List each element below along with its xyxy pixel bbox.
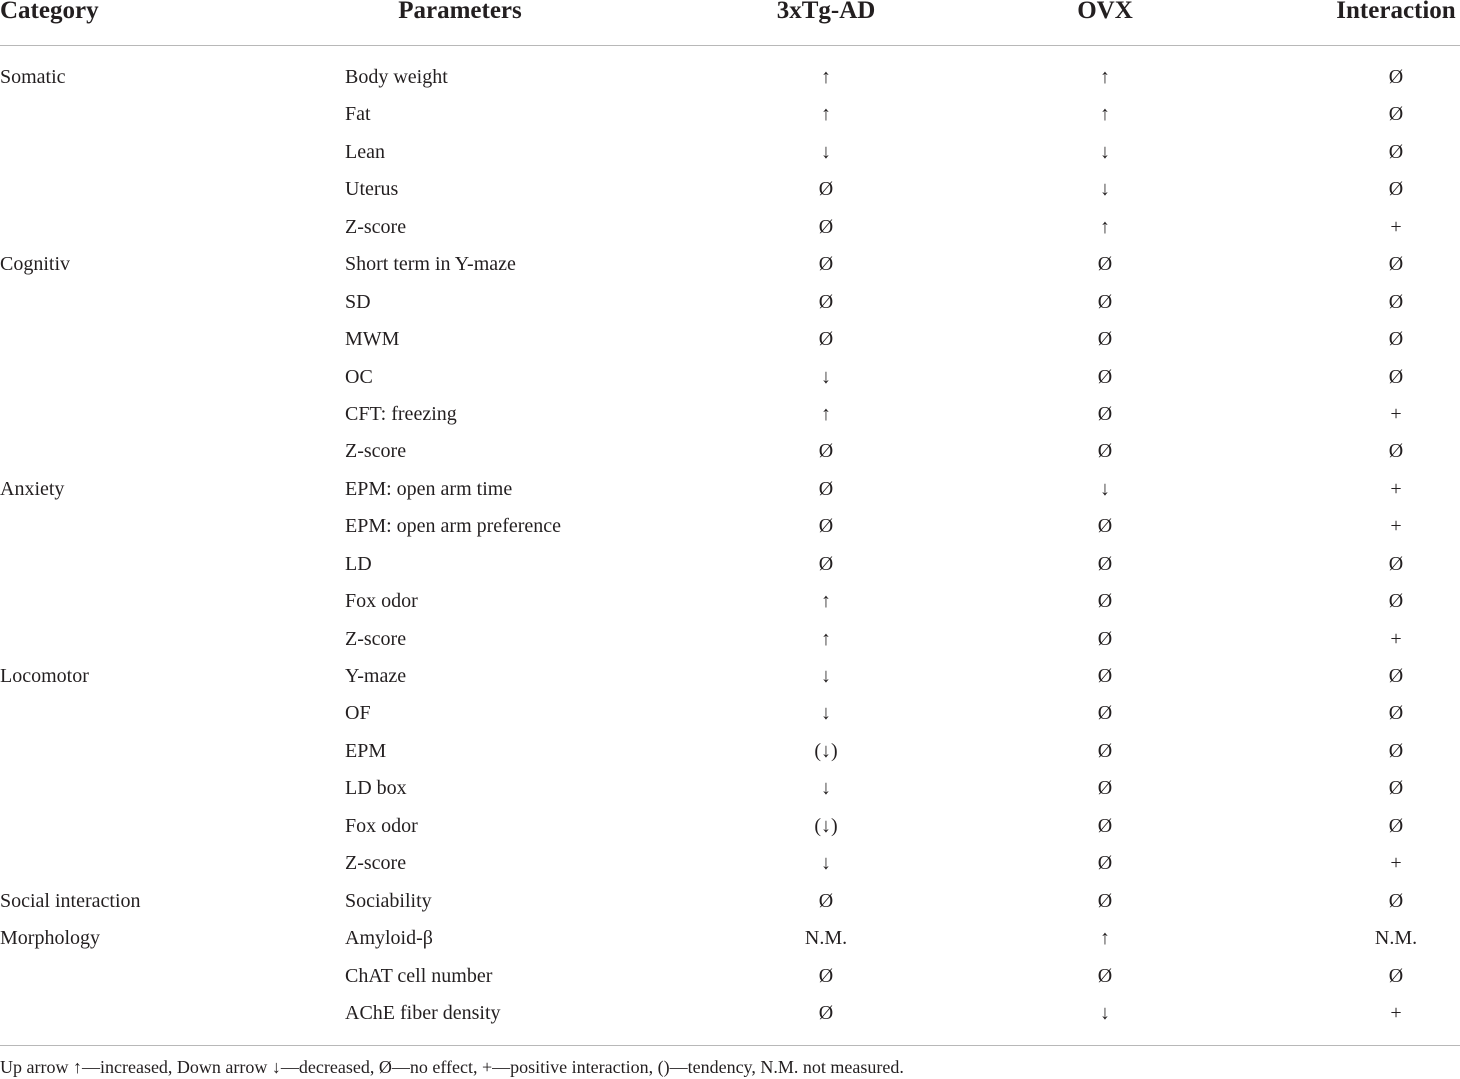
row-3xtg-ad-value: ↑ [821,590,831,613]
row-parameter: SD [345,290,371,313]
table-footnote: Up arrow ↑—increased, Down arrow ↓—decreased, Ø—no effect, +—positive interaction, ()—tendency, N.M. not measured. [0,1057,904,1077]
row-ovx-value: Ø [1097,440,1113,463]
row-interaction-value: Ø [1388,702,1404,725]
row-ovx-value: ↑ [1100,103,1110,126]
row-ovx-value: ↓ [1100,140,1110,163]
row-interaction-value: + [1390,1001,1402,1024]
table-row [0,284,1460,321]
row-3xtg-ad-value: ↓ [821,777,831,800]
row-3xtg-ad-value: Ø [818,964,834,987]
row-parameter: Sociability [345,889,432,912]
table-row [0,396,1460,433]
row-3xtg-ad-value: Ø [818,253,834,276]
row-ovx-value: Ø [1097,515,1113,538]
row-interaction-value: Ø [1388,739,1404,762]
table-row [0,246,1460,283]
row-3xtg-ad-value: ↓ [821,702,831,725]
table-row [0,883,1460,920]
row-parameter: Short term in Y-maze [345,253,516,276]
row-3xtg-ad-value: ↓ [821,140,831,163]
row-interaction-value: + [1390,402,1402,425]
row-category: Cognitiv [0,253,71,276]
row-ovx-value: Ø [1097,739,1113,762]
row-ovx-value: ↓ [1100,178,1110,201]
row-parameter: Amyloid-β [345,927,433,950]
row-3xtg-ad-value: Ø [818,215,834,238]
row-interaction-value: Ø [1388,140,1404,163]
row-interaction-value: + [1390,477,1402,500]
row-ovx-value: ↓ [1100,477,1110,500]
row-ovx-value: Ø [1097,328,1113,351]
table-row [0,995,1460,1032]
row-parameter: EPM: open arm time [345,477,513,500]
table-header [0,0,1460,46]
table-row [0,845,1460,882]
row-ovx-value: ↑ [1100,66,1110,88]
row-parameter: ChAT cell number [345,964,493,987]
row-3xtg-ad-value: Ø [818,889,834,912]
table-row [0,920,1460,957]
row-ovx-value: Ø [1097,964,1113,987]
row-parameter: OF [345,702,371,725]
row-category: Social interaction [0,889,141,912]
row-parameter: MWM [345,328,400,351]
row-interaction-value: Ø [1388,964,1404,987]
row-3xtg-ad-value: Ø [818,477,834,500]
row-parameter: OC [345,365,373,388]
row-ovx-value: Ø [1097,777,1113,800]
table-row [0,508,1460,545]
row-parameter: AChE fiber density [345,1001,501,1024]
table-row [0,171,1460,208]
row-category: Somatic [0,66,66,88]
row-parameter: Uterus [345,178,399,201]
row-interaction-value: Ø [1388,66,1404,88]
row-ovx-value: Ø [1097,665,1113,687]
row-category: Morphology [0,927,100,950]
row-3xtg-ad-value: Ø [818,178,834,201]
row-interaction-value: Ø [1388,253,1404,276]
row-interaction-value: Ø [1388,440,1404,463]
row-interaction-value: Ø [1388,365,1404,388]
row-ovx-value: Ø [1097,290,1113,313]
row-ovx-value: ↑ [1100,927,1110,950]
row-parameter: Y-maze [345,665,407,687]
row-ovx-value: ↑ [1100,215,1110,238]
row-ovx-value: Ø [1097,627,1113,650]
row-interaction-value: N.M. [1374,927,1418,950]
row-ovx-value: Ø [1097,889,1113,912]
table-body [0,59,1460,1032]
row-3xtg-ad-value: Ø [818,290,834,313]
row-category: Locomotor [0,665,89,687]
row-interaction-value: Ø [1388,889,1404,912]
row-3xtg-ad-value: ↓ [821,665,831,687]
table-row [0,583,1460,620]
table-row [0,770,1460,807]
row-ovx-value: Ø [1097,402,1113,425]
row-3xtg-ad-value: ↓ [821,852,831,875]
row-3xtg-ad-value: N.M. [804,927,848,950]
header-ovx: OVX [1077,0,1133,24]
table-row [0,96,1460,133]
row-interaction-value: + [1390,215,1402,238]
header-parameters: Parameters [398,0,522,24]
row-parameter: Lean [345,140,385,163]
table-row [0,59,1460,96]
table-row [0,321,1460,358]
table-row [0,359,1460,396]
row-3xtg-ad-value: Ø [818,440,834,463]
row-parameter: Z-score [345,215,407,238]
row-3xtg-ad-value: (↓) [814,814,838,837]
row-ovx-value: Ø [1097,814,1113,837]
table-row [0,433,1460,470]
row-3xtg-ad-value: ↑ [821,66,831,88]
row-interaction-value: Ø [1388,178,1404,201]
row-3xtg-ad-value: Ø [818,552,834,575]
row-parameter: LD [345,552,372,575]
table-row [0,621,1460,658]
row-parameter: LD box [345,777,407,800]
header-divider [0,45,1460,46]
row-parameter: Fat [345,103,371,126]
row-parameter: Body weight [345,66,448,88]
row-3xtg-ad-value: Ø [818,328,834,351]
row-parameter: Fox odor [345,814,418,837]
row-parameter: CFT: freezing [345,402,457,425]
table-row [0,134,1460,171]
header-interaction: Interaction [1336,0,1456,24]
row-ovx-value: Ø [1097,253,1113,276]
row-3xtg-ad-value: ↑ [821,402,831,425]
row-interaction-value: + [1390,627,1402,650]
row-interaction-value: Ø [1388,290,1404,313]
row-parameter: Fox odor [345,590,418,613]
row-ovx-value: Ø [1097,702,1113,725]
row-ovx-value: ↓ [1100,1001,1110,1024]
row-ovx-value: Ø [1097,552,1113,575]
row-interaction-value: Ø [1388,814,1404,837]
table-row [0,958,1460,995]
row-3xtg-ad-value: ↑ [821,627,831,650]
table-row [0,695,1460,732]
row-interaction-value: Ø [1388,665,1404,687]
header-3xtg-ad: 3xTg-AD [776,0,876,24]
row-3xtg-ad-value: ↓ [821,365,831,388]
row-3xtg-ad-value: ↑ [821,103,831,126]
row-ovx-value: Ø [1097,852,1113,875]
table-row [0,471,1460,508]
row-interaction-value: Ø [1388,552,1404,575]
row-parameter: EPM: open arm preference [345,515,562,538]
row-3xtg-ad-value: Ø [818,1001,834,1024]
row-interaction-value: Ø [1388,777,1404,800]
row-3xtg-ad-value: Ø [818,515,834,538]
row-category: Anxiety [0,477,65,500]
table-row [0,733,1460,770]
row-parameter: Z-score [345,852,407,875]
table-row [0,658,1460,695]
row-interaction-value: + [1390,852,1402,875]
row-interaction-value: Ø [1388,590,1404,613]
table-row [0,546,1460,583]
table-row [0,808,1460,845]
row-parameter: EPM [345,739,387,762]
row-ovx-value: Ø [1097,590,1113,613]
header-category: Category [0,0,99,24]
footer-divider [0,1045,1460,1046]
row-interaction-value: + [1390,515,1402,538]
row-interaction-value: Ø [1388,328,1404,351]
row-parameter: Z-score [345,627,407,650]
row-parameter: Z-score [345,440,407,463]
table-row [0,209,1460,246]
row-interaction-value: Ø [1388,103,1404,126]
row-ovx-value: Ø [1097,365,1113,388]
row-3xtg-ad-value: (↓) [814,739,838,762]
